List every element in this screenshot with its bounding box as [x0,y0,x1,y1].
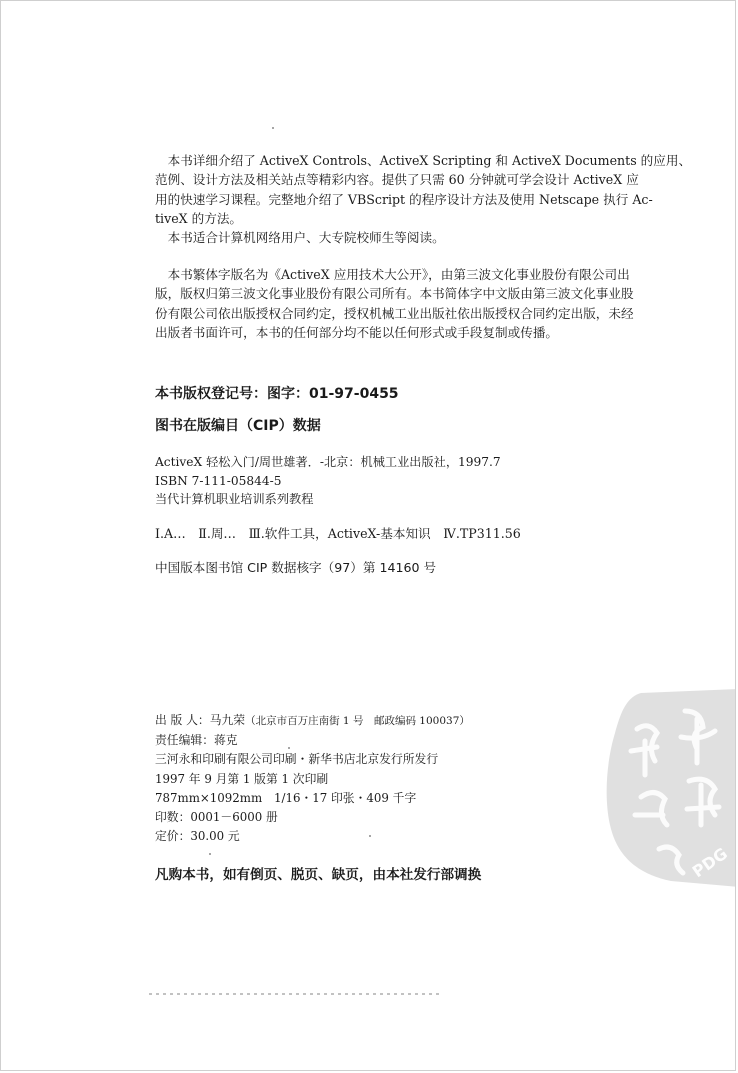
publisher-address: （北京市百万庄南街 1 号 邮政编码 100037） [245,715,470,727]
editor-line: 责任编辑：蒋克 [155,733,238,748]
book-exchange-notice: 凡购本书，如有倒页、脱页、缺页，由本社发行部调换 [155,867,482,883]
cip-catalog-entry [155,453,615,509]
price-line: 定价：30.00 元 [155,829,240,844]
copyright-line: 份有限公司依出版授权合同约定，授权机械工业出版社依出版授权合同约定出版，未经 [155,305,634,321]
copyright-registration-number: 本书版权登记号：图字：01-97-0455 [155,386,399,402]
cip-classification: Ⅰ.A… Ⅱ.周… Ⅲ.软件工具，ActiveX-基本知识 Ⅳ.TP311.56 [155,526,521,541]
scan-speck [209,853,211,855]
seal-watermark [601,689,736,887]
cip-entry-line: 当代计算机职业培训系列教程 [155,492,314,506]
publisher-label: 出 版 人：马九荣 [155,713,246,727]
scan-artifact-line [149,993,439,995]
cip-entry-line: ActiveX 轻松入门/周世雄著．-北京：机械工业出版社，1997.7 [155,455,501,469]
format-line: 787mm×1092mm 1/16・17 印张・409 千字 [155,790,417,805]
intro-line: tiveX 的方法。 [155,210,243,226]
publisher-line [155,711,615,731]
scan-speck [369,835,371,837]
imprint-details [155,711,615,846]
edition-line: 1997 年 9 月第 1 版第 1 次印刷 [155,771,329,786]
cip-verification-number: 中国版本图书馆 CIP 数据核字（97）第 14160 号 [155,560,437,575]
watermark-text: PDG [688,843,731,882]
printer-line: 三河永和印刷有限公司印刷・新华书店北京发行所发行 [155,752,439,767]
scan-speck [288,747,290,749]
cip-heading: 图书在版编目（CIP）数据 [155,418,321,434]
intro-line: 本书适合计算机网络用户、大专院校师生等阅读。 [155,230,445,246]
copyright-line: 版，版权归第三波文化事业股份有限公司所有。本书简体字中文版由第三波文化事业股 [155,286,634,302]
scan-speck [272,127,274,129]
copyright-line: 本书繁体字版名为《ActiveX 应用技术大公开》，由第三波文化事业股份有限公司出 [155,267,630,282]
copyright-notice [155,265,634,342]
cip-entry-line: ISBN 7-111-05844-5 [155,473,282,488]
copyright-line: 出版者书面许可，本书的任何部分均不能以任何形式或手段复制或传播。 [155,324,558,340]
intro-line: 用的快速学习课程。完整地介绍了 VBScript 的程序设计方法及使用 Netscape 执行 Ac- [155,191,653,207]
print-run-line: 印数：0001－6000 册 [155,810,278,825]
book-introduction [155,151,692,247]
intro-line: 范例、设计方法及相关站点等精彩内容。提供了只需 60 分钟就可学会设计 ActiveX 应 [155,172,639,188]
intro-line: 本书详细介绍了 ActiveX Controls、ActiveX Scripting 和 ActiveX Documents 的应用、 [155,153,692,168]
